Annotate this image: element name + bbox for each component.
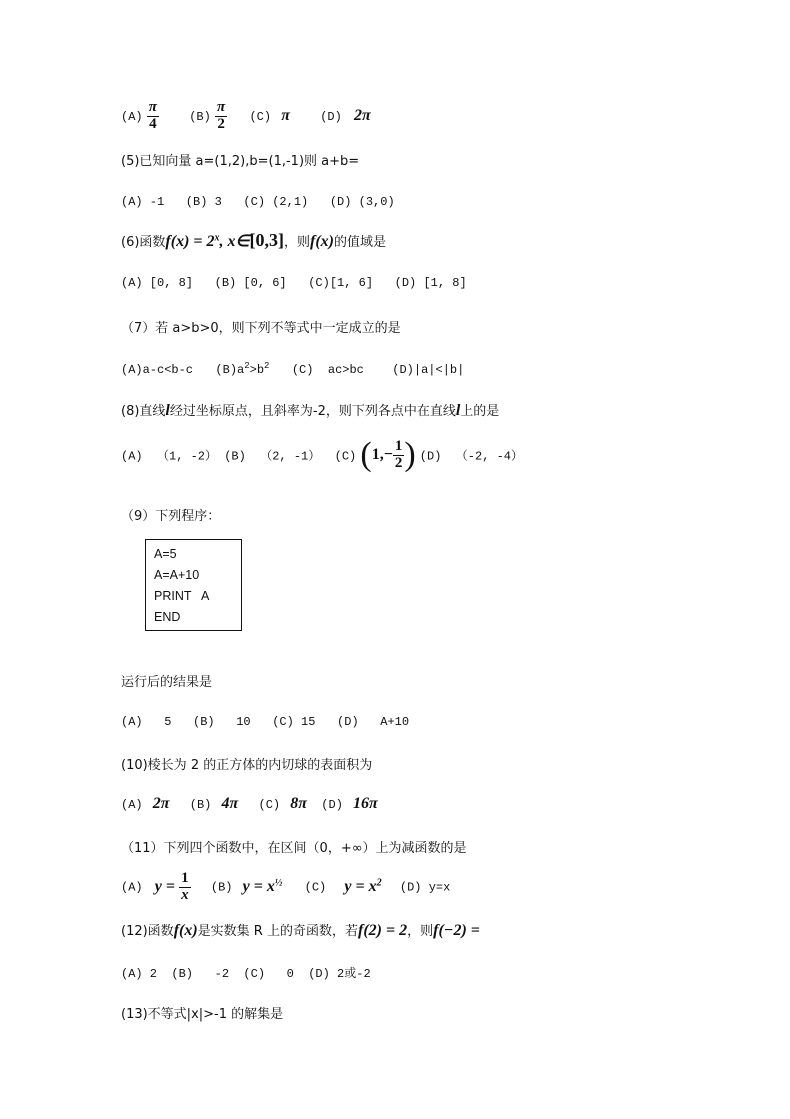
q10-a-value: 2π [152,795,170,812]
q7-option-b: $(B)a^2>b^2$ [215,361,270,377]
q9-result-text: 运行后的结果是 [121,675,213,690]
q7-option-c: (C) ac>bc [291,363,364,377]
q11-d-option: (D) y=x [399,880,451,895]
q10-a-label: (A) [121,798,143,812]
q11-a-fraction: $\frac{1}{x}$ [181,870,189,903]
q8-c-one: 1,− [371,446,393,463]
q9-program-line: END [154,610,181,624]
q8-line-l: l [165,402,170,419]
q6-function: f(x) = 2 [165,233,215,250]
q12-f2: f(2) = 2 [357,922,408,939]
q7-option-d: (D)|a|<|b| [392,363,465,377]
q10-c-label: (C) [258,798,281,812]
q4-c-value: π [281,106,290,124]
q8-options-ab: (A) （1, -2） (B) （2, -1） (C) [121,449,357,464]
q6-suffix: 的值域是 [333,235,386,250]
q4-d-label: (D) [320,109,342,124]
q11-b-exponent: ½ [274,877,283,889]
q4-b-fraction: $\frac{\pi}{2}$ [216,99,226,132]
q6-interval: [0,3] [249,230,284,250]
q5-stem: (5)已知向量 a=(1,2),b=(1,-1)则 a+b= [121,154,360,169]
q11-c-exponent: 2 [376,877,382,889]
q4-d-value: 2π [353,106,371,124]
q6-options: (A) [0, 8] (B) [0, 6] (C)[1, 6] (D) [1, 8] [121,276,467,290]
q9-stem: （9）下列程序： [121,509,221,524]
q10-c-value: 8π [290,795,308,812]
q10-stem: (10)棱长为 2 的正方体的内切球的表面积为 [121,758,373,773]
q8-stem: (8)直线l经过坐标原点，且斜率为-2，则下列各点中在直线l上的是 [121,402,500,419]
q9-program-line: PRINT A [154,589,210,603]
q10-options [121,795,378,813]
q4-options [121,100,371,133]
q11-c-label: (C) [304,880,327,895]
q6-prefix: (6)函数 [121,235,166,250]
q5-options: (A) -1 (B) 3 (C) (2,1) (D) (3,0) [121,195,395,209]
q12-stem: (12)函数f(x)是实数集 R 上的奇函数，若f(2) = 2，则f(−2) = [121,922,480,939]
q6-mid: ，则 [283,235,310,250]
q6-fx: f(x) [309,233,334,250]
q11-a-label: (A) [121,880,143,895]
q7-stem: （7）若 a>b>0，则下列不等式中一定成立的是 [121,321,401,336]
q12-options: (A) 2 (B) -2 (C) 0 (D) 2或-2 [121,967,371,981]
q13-stem: (13)不等式|x|>-1 的解集是 [121,1007,284,1022]
q12-f-neg2: f(−2) = [433,922,480,939]
q11-b-y: y = x [242,878,275,896]
q4-a-label: (A) [121,109,143,124]
q9-options: (A) 5 (B) 10 (C) 15 (D) A+10 [121,715,410,729]
q11-c-y: y = x [344,878,377,896]
q8-option-d: (D) （-2, -4） [419,449,524,464]
q9-program-box [145,539,242,631]
q8-c-left-paren: ( [360,436,372,473]
q8-c-right-paren: ) [404,436,416,473]
q8-line-l2: l [455,402,461,419]
q4-a-fraction: $\frac{\pi}{4}$ [148,99,157,132]
q7-option-a: (A)a-c<b-c [121,363,194,377]
q6-exponent: x [214,232,220,244]
q7-options [121,361,464,377]
q10-d-value: 16π [353,795,378,812]
q11-a-y: y = [154,878,175,896]
q9-program-line: A=5 [154,547,177,561]
q4-c-label: (C) [249,109,272,124]
q11-b-label: (B) [210,880,233,895]
q10-b-label: (B) [189,798,212,812]
q4-b-label: (B) [189,109,211,124]
q6-domain: , x∈ [219,233,250,250]
q6-stem [121,230,386,251]
q11-options [121,871,450,904]
q10-d-label: (D) [321,798,343,812]
q12-fx: f(x) [173,922,198,939]
q8-options [121,438,523,472]
q10-b-value: 4π [221,795,239,812]
q11-stem: （11）下列四个函数中，在区间（0，+∞）上为减函数的是 [121,841,467,856]
q8-c-fraction: $\frac{1}{2}$ [394,437,403,471]
q9-program-line: A=A+10 [154,568,200,582]
